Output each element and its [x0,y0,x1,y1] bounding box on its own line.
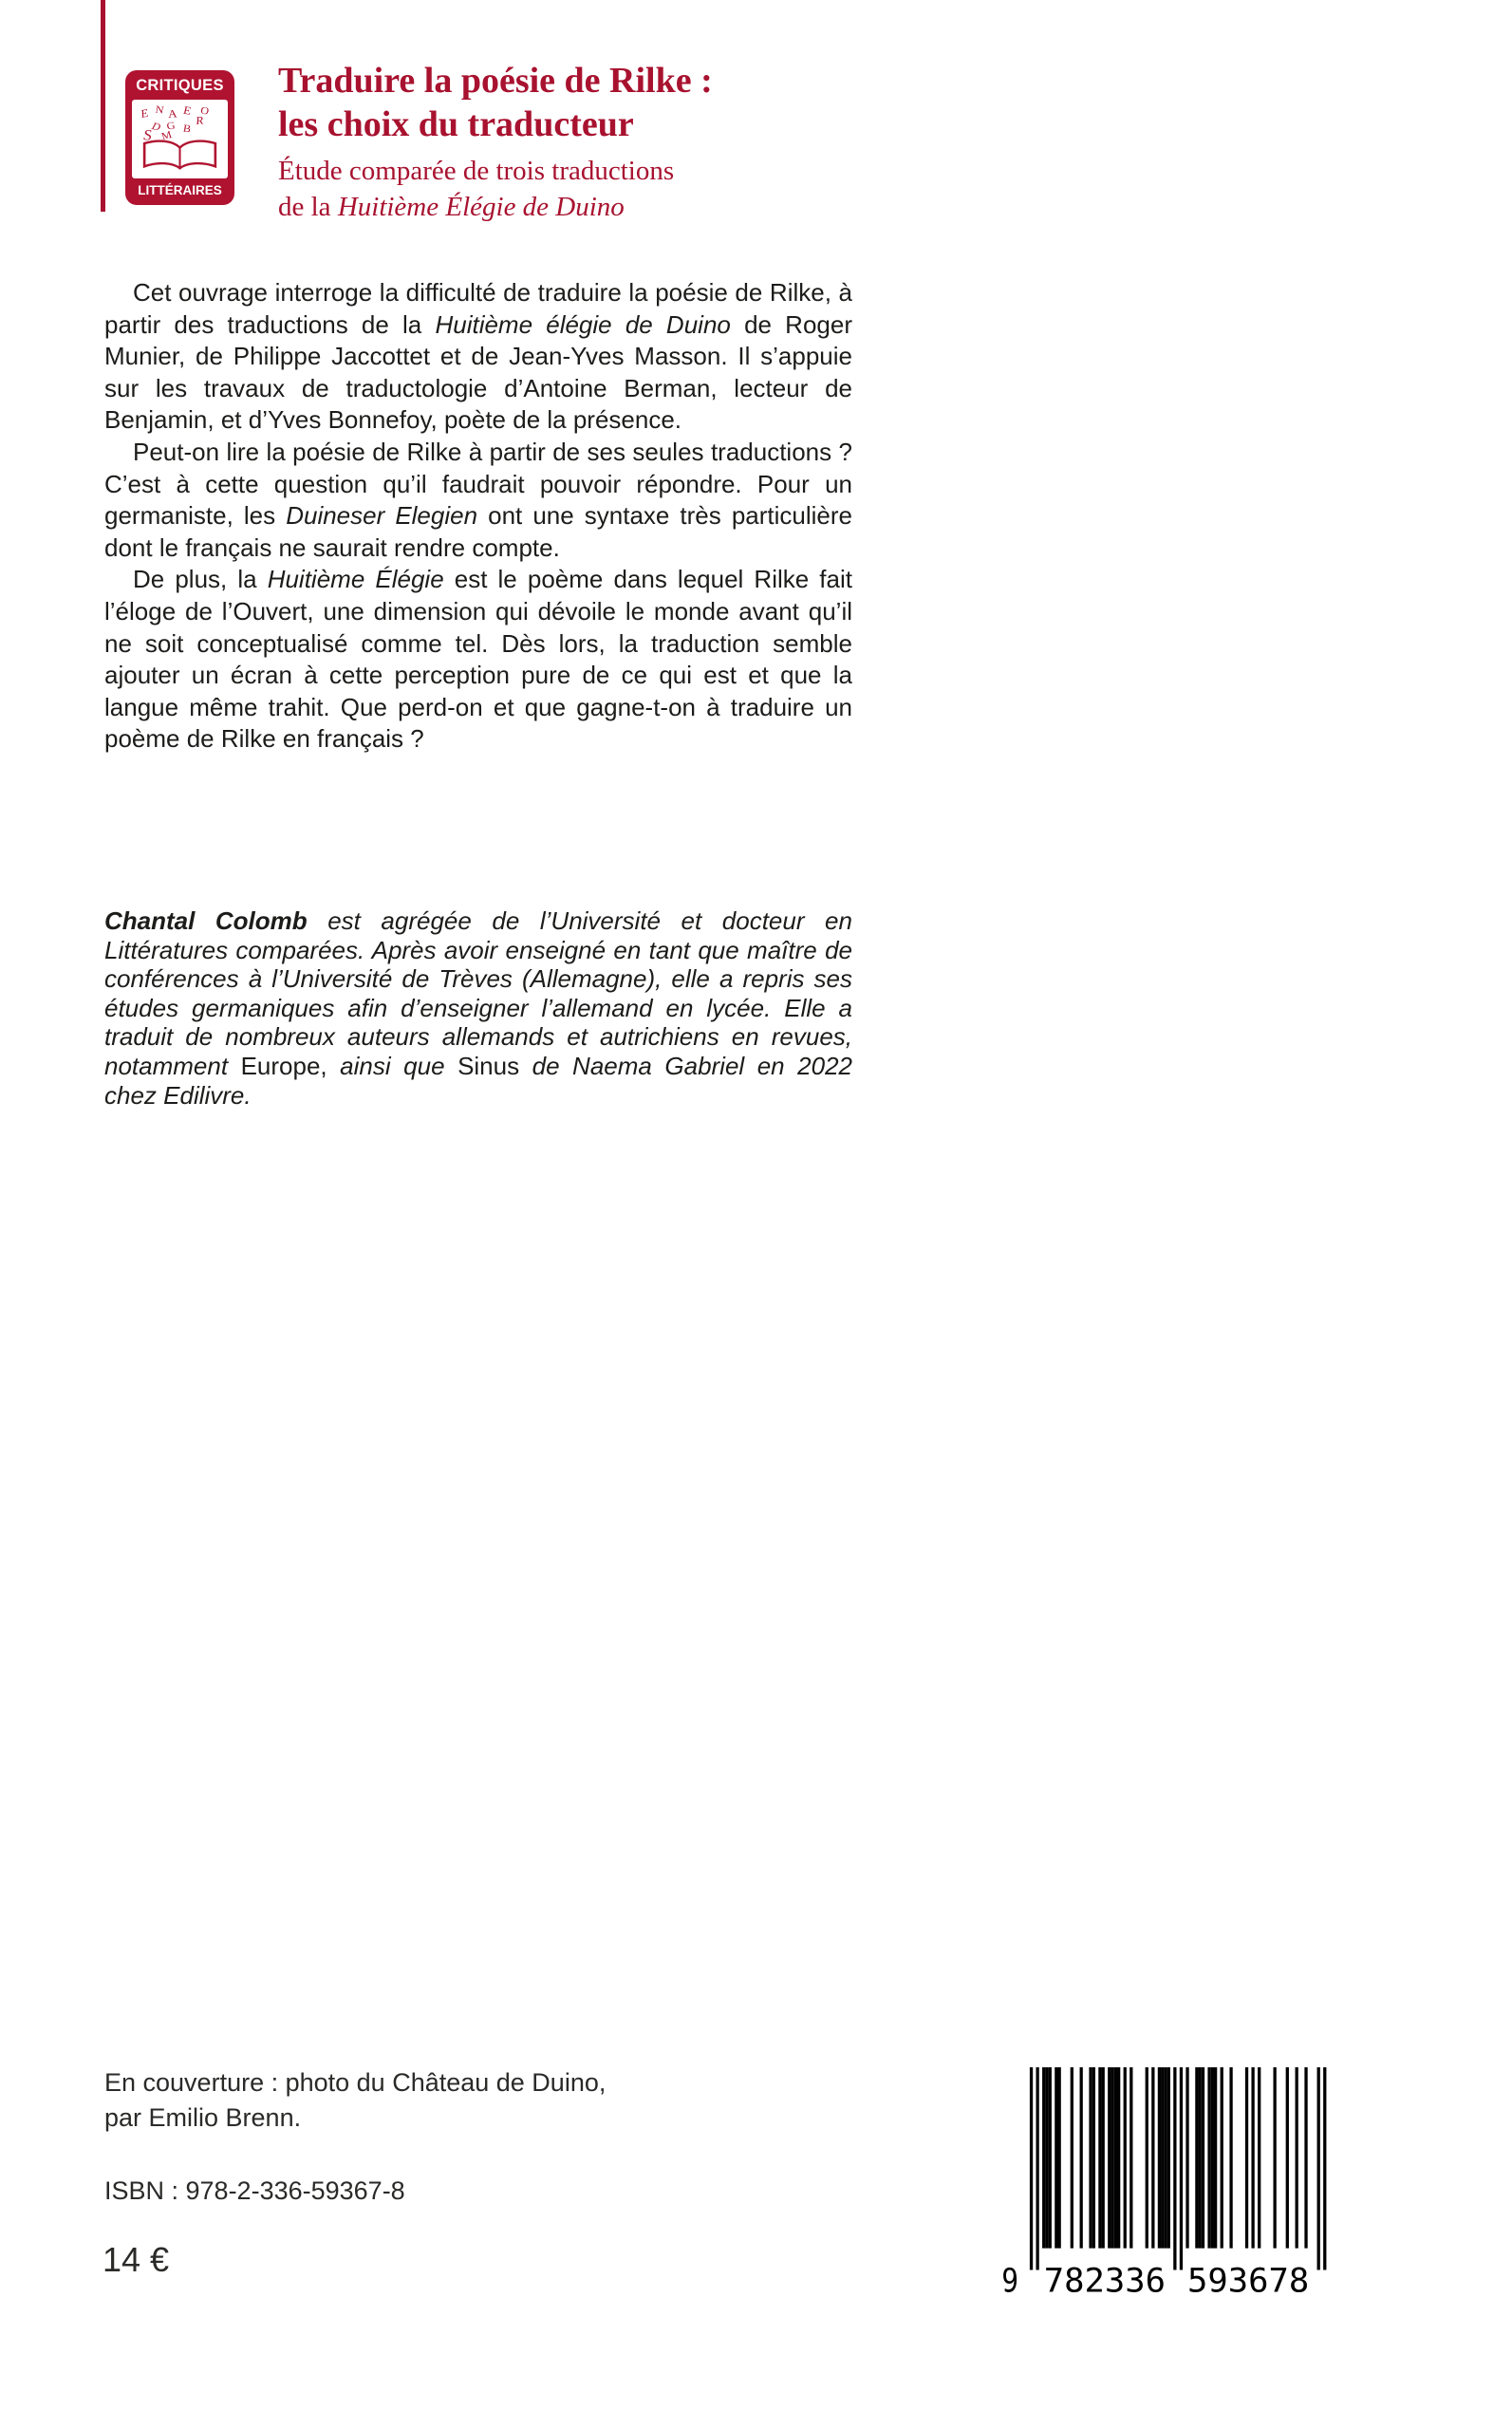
isbn-text: ISBN : 978-2-336-59367-8 [104,2176,405,2205]
svg-text:N: N [154,104,165,117]
text-segment: Cet ouvrage interroge la difficulté de traduire la poésie de Rilke, à partir des traductions de la [104,278,852,339]
price-text: 14 € [103,2240,170,2279]
svg-text:9: 9 [1001,2261,1019,2299]
svg-text:D: D [150,121,162,134]
book-title-line-2: les choix du traducteur [278,104,634,144]
author-bio [104,906,852,1110]
text-segment: Sinus [457,1051,520,1080]
cover-credit-line-2: par Emilio Brenn. [104,2103,302,2132]
text-segment: De plus, la [133,565,268,594]
text-segment: est agrégée de l’Université et docteur en Littératures comparées. Après avoir enseigné en tant que maître de conférences à l’Université de Trèves (Allemagne), elle a repris ses études germaniques afin d’enseigner l’allemand en lycée. Elle a traduit de nombreux auteurs allemands et autrichiens en revues, notamment [104,906,852,1080]
text-segment: de Naema Gabriel en 2022 chez Edilivre. [104,1051,852,1110]
svg-text:O: O [199,105,210,118]
barcode [999,2067,1333,2299]
text-segment: Huitième Élégie de Duino [337,192,625,222]
text-segment: Duineser Elegien [286,501,478,531]
book-subtitle-line-2 [278,189,713,225]
svg-text:E: E [139,106,150,121]
synopsis-paragraph-2 [104,437,852,564]
text-segment: Huitième élégie de Duino [435,309,731,339]
text-segment: de Roger Munier, de Philippe Jaccottet et de Jean-Yves Masson. Il s’appuie sur les travaux de traductologie d’Antoine Berman, lecteur de Benjamin, et d’Yves Bonnefoy, poète de la présence. [104,309,852,435]
text-segment: Peut-on lire la poésie de Rilke à partir de ses seules traductions ? C’est à cette question qu’il faudrait pouvoir répondre. Pour un germaniste, les [104,437,852,531]
text-segment: Huitième Élégie [267,565,444,594]
svg-text:B: B [182,122,192,136]
svg-text:G: G [165,120,177,133]
svg-text:R: R [195,114,204,127]
book-subtitle-line-1: Étude comparée de trois traductions [278,156,675,186]
svg-text:593678: 593678 [1187,2261,1310,2299]
synopsis [104,277,852,756]
publisher-logo-bottom-label: LITTÉRAIRES [138,183,222,197]
svg-text:A: A [167,107,178,121]
text-segment: Europe, [240,1051,327,1080]
publisher-logo [125,70,234,205]
accent-rule [101,0,105,212]
text-segment: Chantal Colomb [104,906,308,935]
text-segment: de la [278,192,338,222]
svg-text:782336: 782336 [1043,2261,1166,2299]
cover-credit [104,2065,606,2136]
synopsis-paragraph-3 [104,564,852,756]
book-title-line-1: Traduire la poésie de Rilke : [278,61,713,101]
synopsis-paragraph-1 [104,277,852,437]
cover-credit-line-1: En couverture : photo du Château de Duino, [104,2068,607,2097]
text-segment: est le poème dans lequel Rilke fait l’éloge de l’Ouvert, une dimension qui dévoile le monde avant qu’il ne soit conceptualisé comme tel. Dès lors, la traduction semble ajouter un écran à cette perception pure de ce qui est et que la langue même trahit. Que perd-on et que gagne-t-on à traduire un poème de Rilke en français ? [104,565,852,754]
publisher-logo-top-label: CRITIQUES [136,77,224,94]
svg-text:M: M [159,129,174,143]
text-segment: ainsi que [327,1051,458,1080]
text-segment: ont une syntaxe très particulière dont le français ne saurait rendre compte. [104,501,852,562]
header [278,59,713,225]
svg-text:E: E [181,103,193,118]
svg-text:S: S [143,127,152,144]
open-book-letters-icon [132,100,228,178]
